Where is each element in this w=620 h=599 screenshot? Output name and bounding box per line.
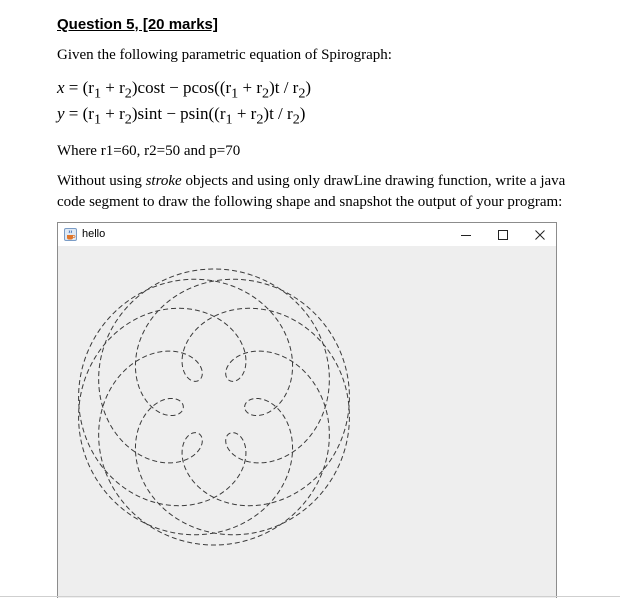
close-icon — [535, 230, 545, 240]
eq-x-lhs: x — [57, 78, 65, 97]
eq-x-part5: )t / r — [269, 78, 299, 97]
eq-x-sub2: 2 — [124, 85, 132, 102]
parameters-text: Where r1=60, r2=50 and p=70 — [57, 143, 241, 159]
eq-x-part6: ) — [305, 78, 312, 97]
close-button[interactable] — [522, 223, 558, 246]
equation-x — [57, 78, 311, 102]
maximize-button[interactable] — [485, 223, 521, 246]
instructions-after: objects and using only drawLine drawing function, write a java code segment to draw the following shape and snapshot the output of your program: — [57, 173, 566, 210]
java-window — [57, 222, 557, 598]
question-heading: Question 5, [20 marks] — [57, 16, 218, 33]
bottom-divider — [0, 596, 620, 597]
eq-y-part4: + r — [232, 104, 257, 123]
eq-y-sub3: 1 — [225, 111, 233, 128]
eq-y-sub1: 1 — [93, 111, 102, 128]
eq-y-part2: + r — [101, 104, 125, 123]
eq-x-part2: + r — [101, 78, 125, 97]
eq-y-part5: )t / r — [263, 104, 293, 123]
eq-y-sub4: 2 — [256, 111, 264, 128]
eq-y-part1: = (r — [68, 104, 94, 123]
instructions-text — [57, 171, 577, 213]
equation-y — [57, 104, 305, 128]
drawing-canvas — [58, 246, 556, 599]
eq-y-lhs: y — [57, 104, 65, 123]
eq-x-sub1: 1 — [93, 85, 102, 102]
eq-x-part4: + r — [238, 78, 262, 97]
minimize-button[interactable] — [448, 223, 484, 246]
window-title: hello — [82, 228, 106, 240]
instructions-emphasis: stroke — [145, 173, 182, 189]
title-bar[interactable] — [58, 223, 556, 246]
eq-y-sub2: 2 — [124, 111, 132, 128]
minimize-icon — [461, 230, 471, 240]
intro-text: Given the following parametric equation of Spirograph: — [57, 47, 392, 63]
eq-y-part3: )sint − psin((r — [131, 104, 226, 123]
eq-x-sub4: 2 — [261, 85, 270, 102]
eq-x-sub3: 1 — [231, 85, 239, 102]
eq-y-sub5: 2 — [292, 111, 300, 128]
eq-x-sub5: 2 — [298, 85, 306, 102]
eq-x-part1: = (r — [68, 78, 94, 97]
maximize-icon — [498, 230, 508, 240]
spirograph-curve — [79, 269, 350, 545]
instructions-before: Without using — [57, 173, 146, 189]
eq-y-part6: ) — [299, 104, 306, 123]
eq-x-part3: )cost − pcos((r — [131, 78, 232, 97]
java-coffee-icon — [64, 228, 77, 241]
